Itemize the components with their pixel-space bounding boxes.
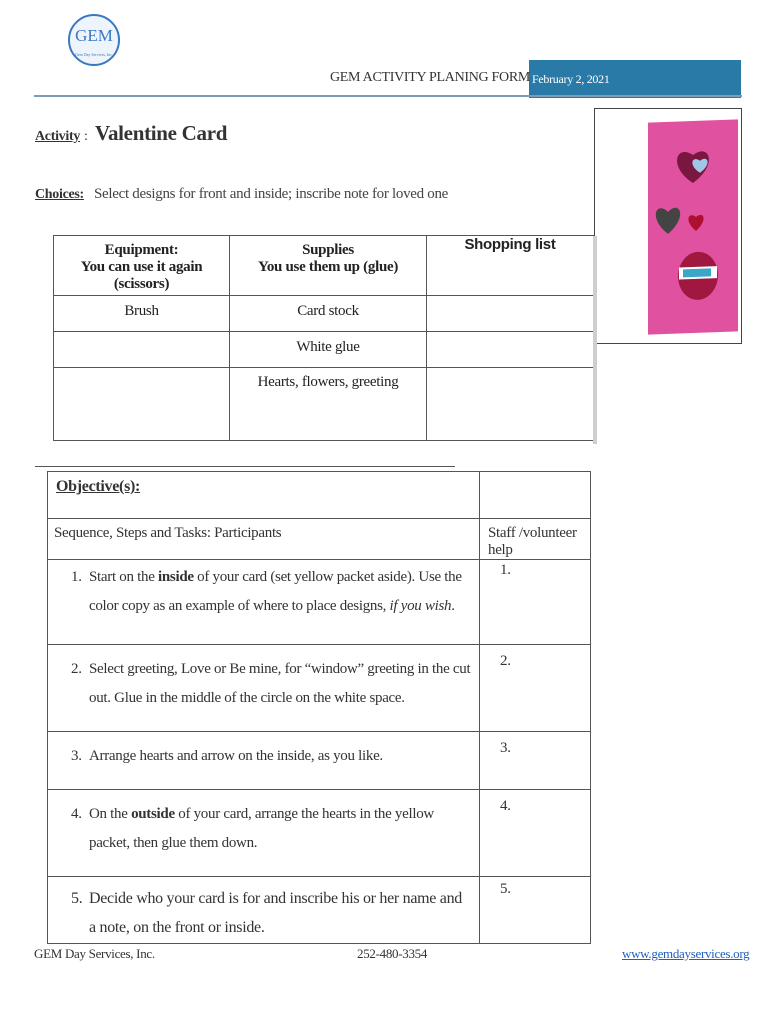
step-cell bbox=[48, 732, 480, 790]
help-header: Staff /volunteer help bbox=[480, 519, 591, 560]
step-cell bbox=[48, 645, 480, 732]
steps-header: Sequence, Steps and Tasks: Participants bbox=[48, 519, 480, 560]
supplies-cell: Hearts, flowers, greeting bbox=[230, 368, 427, 441]
step-number: 5. bbox=[71, 890, 83, 907]
objectives-label: Objective(s): bbox=[48, 472, 480, 519]
form-date: February 2, 2021 bbox=[532, 72, 610, 86]
step-text: Start on the inside of your card (set yellow packet aside). Use the color copy as an example of where to place designs, if you wish. bbox=[89, 569, 462, 614]
supplies-cell: White glue bbox=[230, 332, 427, 368]
equipment-title: Equipment: bbox=[104, 242, 179, 258]
help-cell: 3. bbox=[480, 732, 591, 790]
supplies-table bbox=[53, 235, 594, 441]
step-cell bbox=[48, 560, 480, 645]
equipment-subtitle: You can use it again (scissors) bbox=[80, 259, 203, 292]
supplies-header bbox=[230, 236, 427, 296]
step-row bbox=[48, 790, 591, 877]
objectives-help-blank bbox=[480, 472, 591, 519]
step-text: Arrange hearts and arrow on the inside, as you like. bbox=[89, 748, 383, 764]
help-cell: 5. bbox=[480, 877, 591, 944]
step-number: 4. bbox=[71, 806, 82, 822]
equipment-cell bbox=[54, 368, 230, 441]
step-text: Select greeting, Love or Be mine, for “window” greeting in the cut out. Glue in the middle of the circle on the white space. bbox=[89, 661, 471, 706]
choices-label: Choices: bbox=[35, 187, 84, 202]
supplies-subtitle: You use them up (glue) bbox=[257, 259, 399, 275]
section-divider bbox=[35, 466, 455, 467]
help-cell: 2. bbox=[480, 645, 591, 732]
footer-phone: 252-480-3354 bbox=[357, 946, 428, 961]
shopping-cell bbox=[427, 368, 594, 441]
card-photo-image bbox=[648, 119, 738, 334]
activity-label: Activity bbox=[35, 129, 81, 144]
step-row bbox=[48, 877, 591, 944]
help-cell: 1. bbox=[480, 560, 591, 645]
step-text: Decide who your card is for and inscribe his or her name and a note, on the front or inside. bbox=[89, 890, 462, 936]
steps-header-row bbox=[48, 519, 591, 560]
objectives-table bbox=[47, 471, 591, 944]
help-cell: 4. bbox=[480, 790, 591, 877]
website-link[interactable]: www.gemdayservices.org bbox=[622, 946, 750, 961]
form-title: GEM ACTIVITY PLANING FORM bbox=[330, 70, 531, 85]
company-logo bbox=[68, 14, 120, 66]
shopping-cell bbox=[427, 296, 594, 332]
supplies-title: Supplies bbox=[302, 242, 354, 258]
logo-mark: GEM bbox=[75, 26, 113, 45]
table-row bbox=[54, 296, 594, 332]
table-row bbox=[54, 368, 594, 441]
step-cell bbox=[48, 877, 480, 944]
step-number: 2. bbox=[71, 661, 82, 677]
equipment-header bbox=[54, 236, 230, 296]
step-number: 1. bbox=[71, 569, 82, 585]
supplies-header-row bbox=[54, 236, 594, 296]
supplies-cell: Card stock bbox=[230, 296, 427, 332]
choices-text: Select designs for front and inside; inscribe note for loved one bbox=[94, 186, 449, 202]
shopping-cell bbox=[427, 332, 594, 368]
footer-company: GEM Day Services, Inc. bbox=[34, 946, 155, 961]
step-row bbox=[48, 645, 591, 732]
equipment-cell: Brush bbox=[54, 296, 230, 332]
header-divider bbox=[34, 95, 742, 97]
equipment-cell bbox=[54, 332, 230, 368]
table-row bbox=[54, 332, 594, 368]
table-shadow bbox=[593, 236, 597, 444]
activity-title: Valentine Card bbox=[95, 121, 228, 145]
logo-subtitle: Gem Day Services, Inc. bbox=[74, 52, 114, 57]
step-cell bbox=[48, 790, 480, 877]
step-row bbox=[48, 560, 591, 645]
shopping-list-header: Shopping list bbox=[427, 236, 594, 296]
heart-cutouts-icon bbox=[648, 119, 738, 334]
step-row bbox=[48, 732, 591, 790]
step-number: 3. bbox=[71, 748, 82, 764]
activity-colon: : bbox=[84, 129, 88, 144]
objective-row bbox=[48, 472, 591, 519]
step-text: On the outside of your card, arrange the hearts in the yellow packet, then glue them down. bbox=[89, 806, 434, 851]
